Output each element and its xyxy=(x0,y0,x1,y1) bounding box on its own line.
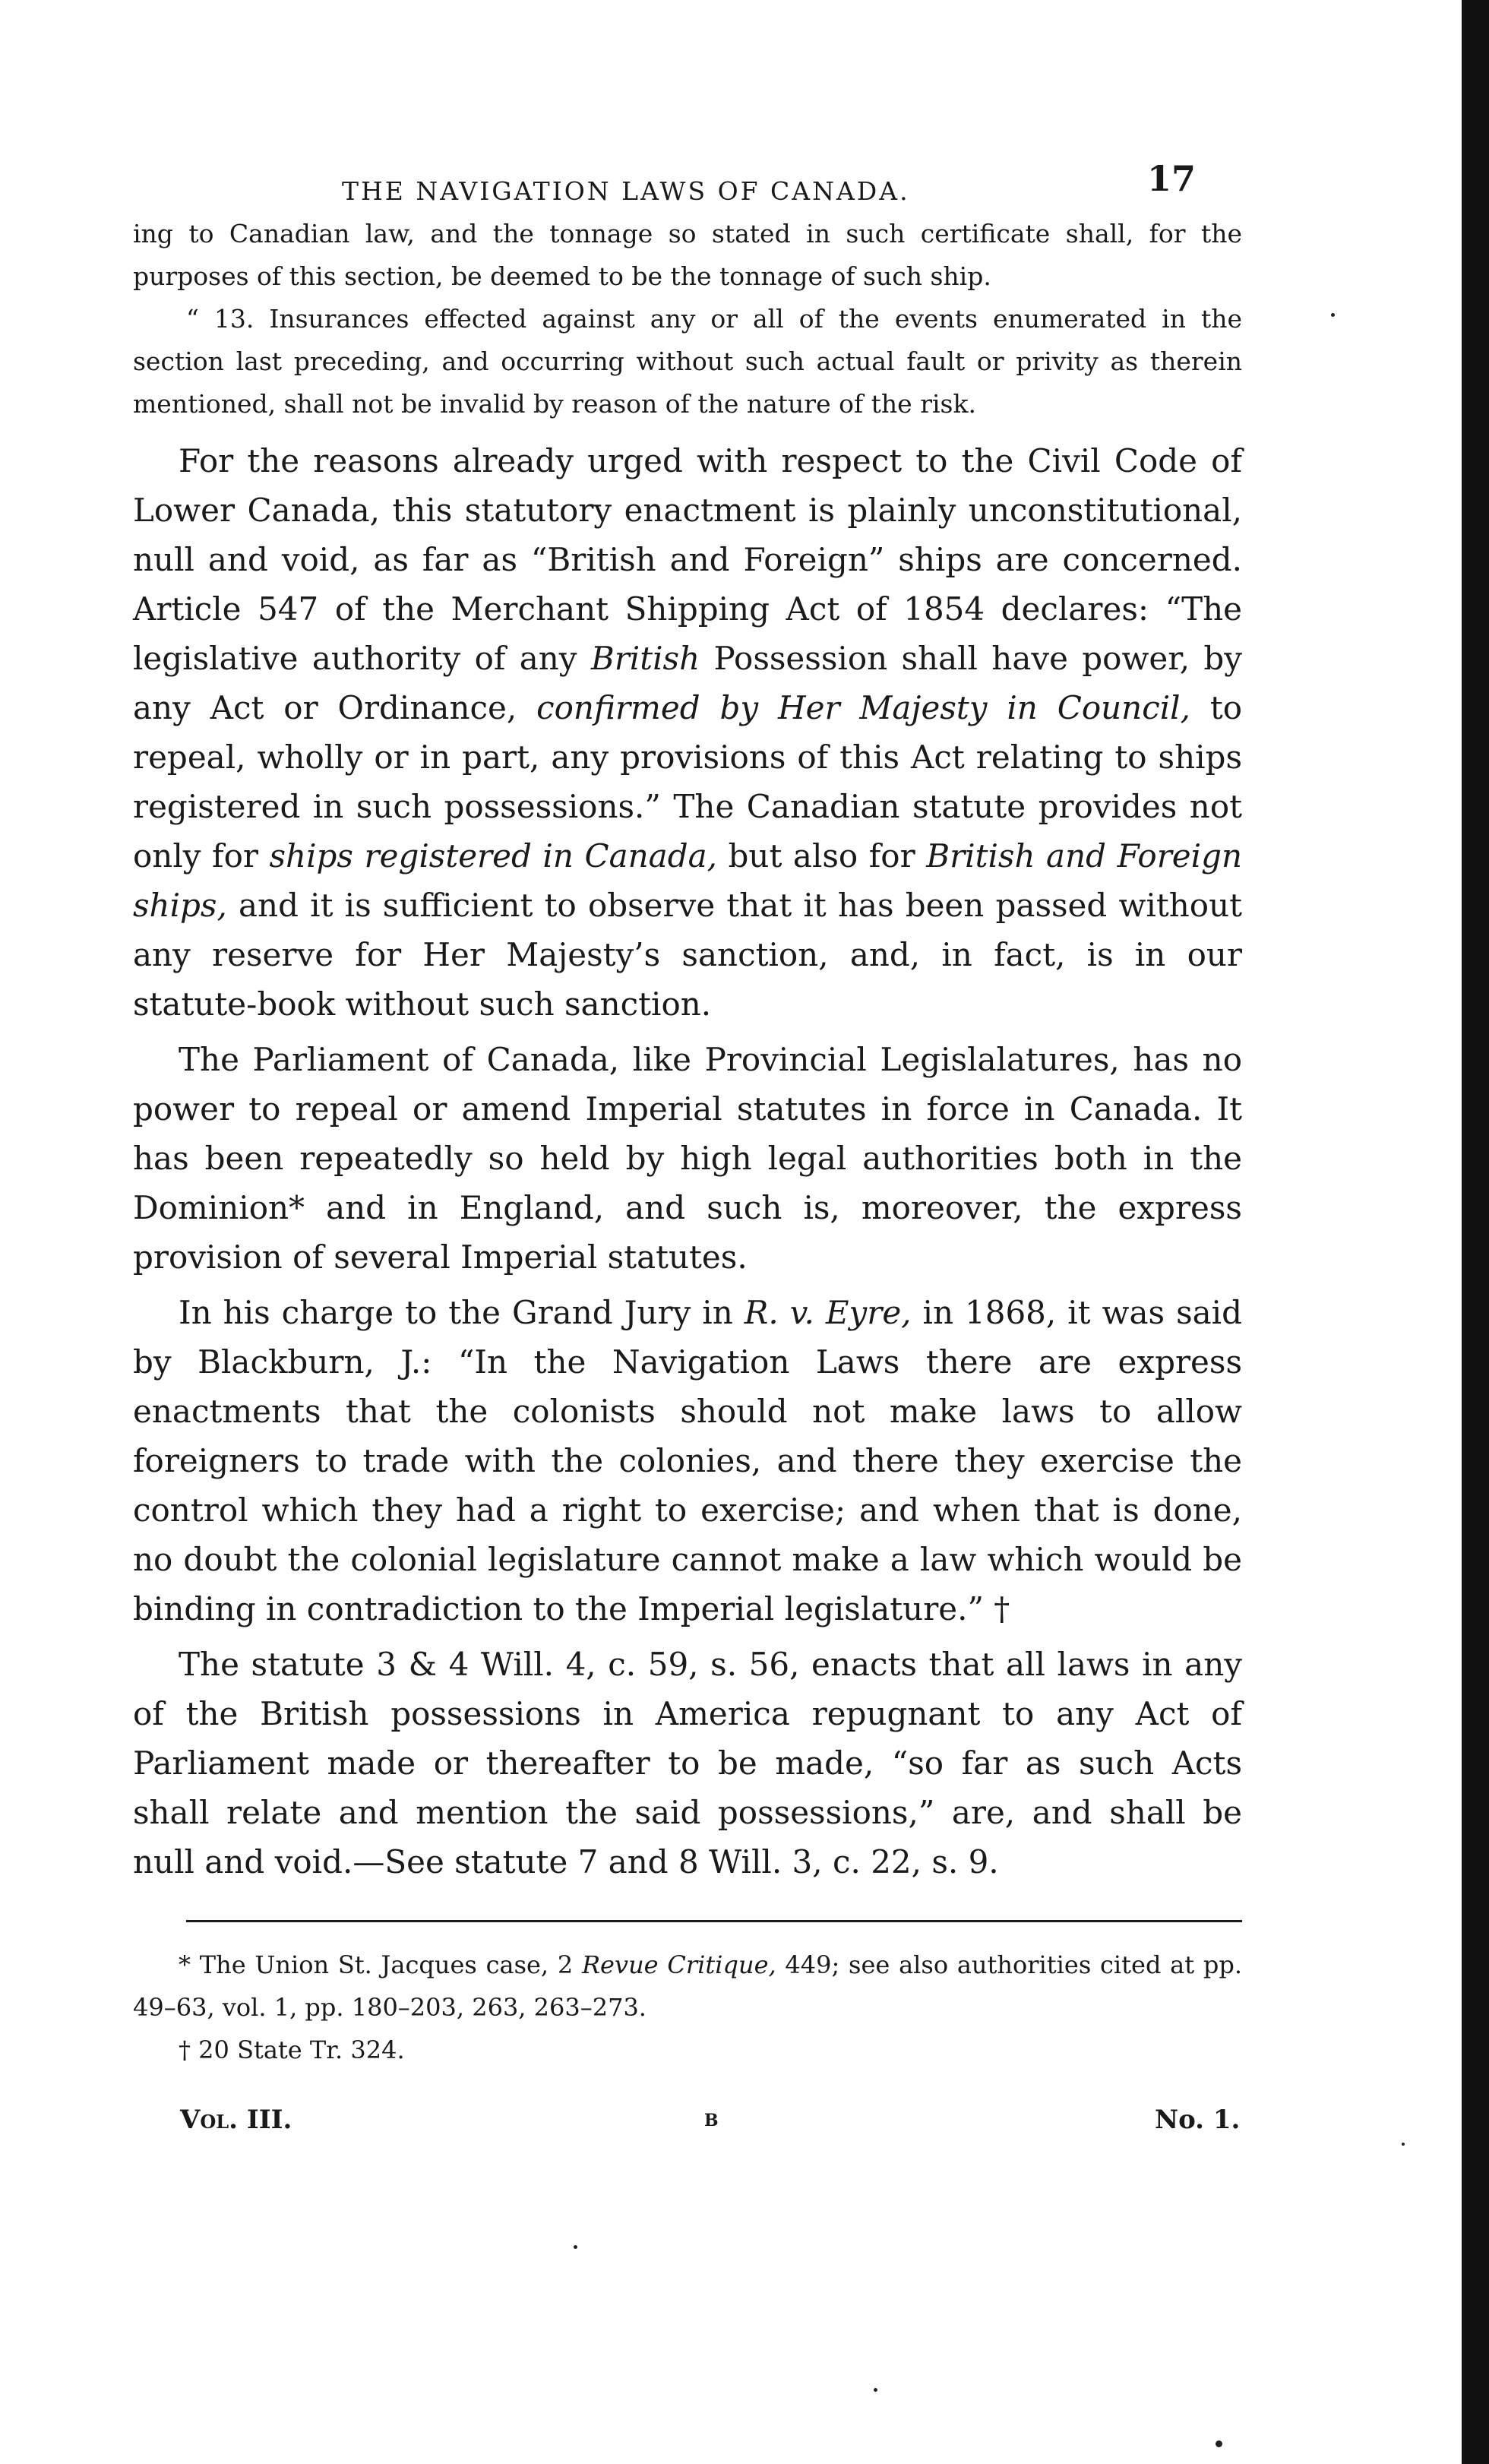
footnote-state-trials: † 20 State Tr. 324. xyxy=(179,2035,405,2064)
running-head xyxy=(133,144,1242,213)
running-title: THE NAVIGATION LAWS OF CANADA. xyxy=(342,176,910,206)
scan-speck xyxy=(574,2245,577,2249)
page-number: 17 xyxy=(1147,158,1197,199)
scan-speck xyxy=(1402,2143,1405,2146)
paragraph-statute-will-4: The statute 3 & 4 Will. 4, c. 59, s. 56, enacts that all laws in any of the British possessions in America repugnant to any Act of Parliament made or thereafter to be made, “so far as such Acts shall relate and mention the said possessions,” are, and shall be null and void.—See statute 7 and 8 Will. 3, c. 22, s. 9. xyxy=(133,1646,1242,1880)
body-text xyxy=(133,436,1242,1887)
scan-speck xyxy=(874,2388,877,2392)
volume-label: Vol. III. xyxy=(180,2105,292,2135)
quoted-statute xyxy=(133,213,1242,425)
footnotes xyxy=(133,1944,1242,2071)
paragraph-grand-jury: In his charge to the Grand Jury in R. v. Eyre, in 1868, it was said by Blackburn, J.: “In the Navigation Laws there are express enactments that the colonists should not make laws to allow foreigners to trade with the colonies, and there they exercise the control which they had a right to exercise; and when that is done, no doubt the colonial legislature cannot make a law which would be binding in contradiction to the Imperial legislature.” † xyxy=(133,1294,1242,1627)
issue-number: No. 1. xyxy=(1155,2105,1241,2135)
footnote-rule xyxy=(186,1920,1242,1922)
signature-line xyxy=(133,2105,1242,2150)
book-page xyxy=(133,144,1242,2150)
footnote-union-st-jacques: * The Union St. Jacques case, 2 Revue Critique, 449; see also authorities cited at pp. 49–63, vol. 1, pp. 180–203, 263, 263–273. xyxy=(133,1950,1242,2022)
paragraph-parliament-of-canada: The Parliament of Canada, like Provincial Legislalatures, has no power to repeal or amend Imperial statutes in force in Canada. It has been repeatedly so held by high legal authorities both in the Dominion* and in England, and such is, moreover, the express provision of several Imperial statutes. xyxy=(133,1041,1242,1276)
signature-mark: B xyxy=(704,2111,719,2130)
quoted-statute-continuation: ing to Canadian law, and the tonnage so stated in such certificate shall, for the purposes of this section, be deemed to be the tonnage of such ship. xyxy=(133,219,1242,291)
paragraph-civil-code: For the reasons already urged with respect to the Civil Code of Lower Canada, this statutory enactment is plainly unconstitutional, null and void, as far as “British and Foreign” ships are concerned. Article 547 of the Merchant Shipping Act of 1854 declares: “The legislative authority of any British Possession shall have power, by any Act or Ordinance, confirmed by Her Majesty in Council, to repeal, wholly or in part, any provisions of this Act relating to ships registered in such possessions.” The Canadian statute provides not only for ships registered in Canada, but also for British and Foreign ships, and it is sufficient to observe that it has been passed without any reserve for Her Majesty’s sanction, and, in fact, is in our statute-book without such sanction. xyxy=(133,442,1243,1023)
scan-speck xyxy=(1216,2440,1222,2447)
scan-edge-shadow xyxy=(1462,0,1489,2464)
scan-speck xyxy=(1331,313,1335,317)
quoted-statute-section-13: “ 13. Insurances effected against any or all of the events enumerated in the section last preceding, and occurring without such actual fault or privity as therein mentioned, shall not be invalid by reason of the nature of the risk. xyxy=(133,304,1242,419)
